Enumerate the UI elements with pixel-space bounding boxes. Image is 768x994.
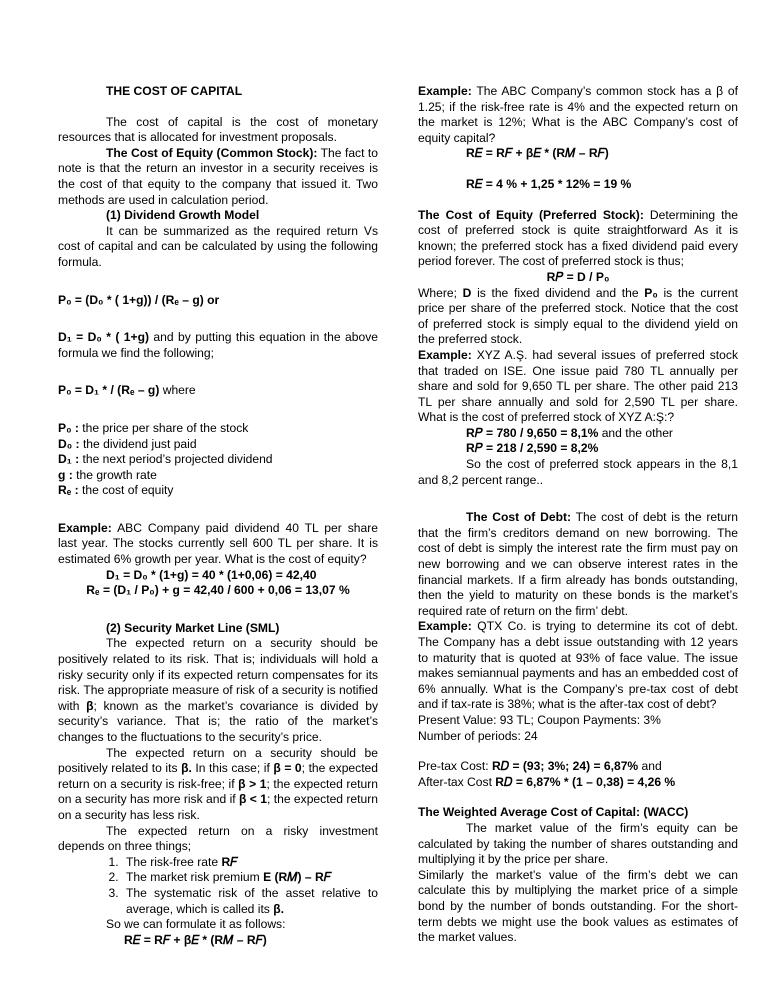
list-item-text: The systematic risk of the asset relative to average, which is called its [126,885,378,916]
definition-item [58,421,378,437]
list-item [122,886,378,917]
text-run: ; the expected return on a security has more risk and if [58,776,378,807]
equity-text: The fact to note is that the return an investor in a security receives is the cost of that equity to the company that issued it. Two methods are used in calculation period. [58,145,378,207]
beta-condition: β < 1 [239,792,267,807]
definition-item [58,452,378,468]
definition-item [58,468,378,484]
calc-value: R𝑃 = 780 / 9,650 = 8,1% [466,425,599,440]
example-label: Example: [418,84,472,98]
calc-value: R𝐷 = 6,87% * (1 – 0,38) = 4,26 % [495,774,676,789]
example-capm-formula: R𝐸 = R𝐹 + β𝐸 * (R𝑀 – R𝐹) [466,146,609,161]
debt-example [418,619,738,713]
list-item-symbol: E (R𝑀) – R𝐹 [263,870,331,885]
example-text: ABC Company paid dividend 40 TL per share last year. The stocks currently sell 600 TL per share. It is estimated 6% growth per year. What is the cost of equity? [58,520,378,567]
sml-heading: (2) Security Market Line (SML) [106,620,280,635]
sml-formula: R𝐸 = R𝐹 + β𝐸 * (R𝑀 – R𝐹) [124,932,267,947]
equity-paragraph [58,146,378,208]
debt-present-value: Present Value: 93 TL; Coupon Payments: 3% [418,712,661,727]
text-run: is the current price per share of the preferred stock. Notice that the cost of preferred stock is simply equal to the dividend yield on the preferred stock. [418,285,738,347]
text-run: ; the expected return on a security is risk-free; if [58,761,379,791]
example-text: QTX Co. is trying to determine its cot of debt. The Company has a debt issue outstanding with 12 years to maturity that is quoted at 93% of face value. The issue makes semiannual payments and has an embedded cost of 6% annually. What is the Company’s pre-tax cost of debt and if tax-rate is 38%; what is the after-tax cost of debt? [418,619,738,712]
sml-formulate-text: So we can formulate it as follows: [106,917,286,932]
list-item [122,870,378,886]
formula-d1 [58,330,378,361]
wacc-heading: The Weighted Average Cost of Capital: (WACC) [418,805,689,820]
beta-condition: β > 1 [238,776,267,791]
beta-symbol: β. [181,761,192,776]
definition-symbol: P₀ : [58,420,79,435]
example-dividend [58,521,378,568]
preferred-formula: R𝑃 = D / P₀ [546,269,610,284]
aftertax-cost [418,775,738,791]
formula-p0: P₀ = (D₀ * ( 1+g)) / (Rₑ – g) or [58,292,220,307]
definition-symbol: g : [58,467,73,482]
beta-condition: β = 0 [273,761,302,776]
text-run: ; known as the market’s covariance is divided by security’s variance. That is; the ratio of the market’s changes to the fluctuations to the security’s price. [58,698,378,744]
pretax-cost [418,759,738,775]
text-run: Where; [418,285,463,300]
equity-heading: The Cost of Equity (Common Stock): [106,145,318,160]
list-item-text: The risk-free rate [126,854,222,869]
definition-item [58,483,378,499]
text-run: The expected return on a security should be positively related to its [58,745,378,776]
text-run: and the other [598,425,673,440]
example-label: Example: [418,619,472,634]
formula-d1-eq: D₁ = D₀ * ( 1+g) [58,330,149,345]
preferred-calc-1 [418,426,738,442]
text-run: Pre-tax Cost: [418,759,492,774]
formula-p0-d1-text: where [159,383,196,398]
definition-desc: the price per share of the stock [78,420,249,435]
sml-paragraph-2 [58,746,378,824]
dgm-text: It can be summarized as the required return Vs cost of capital and can be calculated by using the following formula. [58,223,378,269]
text-run: After-tax Cost [418,774,496,789]
list-item-symbol: R𝐹 [221,854,238,869]
preferred-where [418,286,738,348]
text-run: The expected return on a security should be positively related to its risk. That is; individuals will hold a risky security only if its expected return compensates for its risk. The appropriate measure of risk of a security is notified with [58,636,378,713]
debt-periods: Number of periods: 24 [418,728,538,743]
preferred-heading: The Cost of Equity (Preferred Stock): [418,207,644,222]
dgm-heading: (1) Dividend Growth Model [106,208,260,223]
definitions-list [58,421,378,499]
definition-symbol: D₀ : [58,436,80,451]
sml-paragraph-1 [58,636,378,745]
preferred-text: Determining the cost of preferred stock is quite straightforward As it is known; the preferred stock has a fixed dividend paid every period forever. The cost of preferred stock is thus; [418,207,738,269]
wacc-paragraph-2: Similarly the market’s value of the firm’s debt we can calculate this by multiplying the market price of a simple bond by the number of bonds outstanding. For the short-term debts we might use the book values as estimates of the market values. [418,867,738,945]
example-text: XYZ A.Ş. had several issues of preferred stock that traded on ISE. One issue paid 780 TL annually per share and sold for 9,650 TL per share. The other paid 213 TL per share annually and sold for 2,590 TL per share. What is the cost of preferred stock of XYZ A:Ş:? [418,347,738,425]
definition-symbol: Rₑ : [58,483,79,498]
calc-value: R𝐷 = (93; 3%; 24) = 6,87% [491,759,639,774]
wacc-paragraph-1: The market value of the firm’s equity can be calculated by taking the number of shares outstanding and multiplying it by the price per share. [418,820,738,867]
list-item [122,855,378,871]
debt-heading: The Cost of Debt: [466,510,572,525]
text-run: is the fixed dividend and the [471,285,645,300]
definition-symbol: D₁ : [58,452,80,467]
debt-text: The cost of debt is the return that the firm’s creditors demand on new borrowing. The cost of debt is simply the interest rate the firm must pay on new borrowing and we can observe interest rates in the financial markets. If a firm already has bonds outstanding, then the yield to maturity on these bonds is the market’s required rate of return on the firm’ debt. [418,510,738,618]
example-calc-d1: D₁ = D₀ * (1+g) = 40 * (1+0,06) = 42,40 [106,567,317,582]
formula-p0-d1 [58,383,378,399]
example-text: The ABC Company’s common stock has a β of 1.25; if the risk-free rate is 4% and the expected return on the market is 12%; What is the ABC Company’s cost of equity capital? [418,84,738,145]
debt-paragraph [418,510,738,619]
risk-factors-list [58,855,378,917]
formula-p0-d1-eq: P₀ = D₁ * / (Rₑ – g) [58,383,160,398]
example-beta [418,84,738,146]
text-run: In this case; if [191,761,274,776]
text-run: and [638,759,662,774]
example-label: Example: [58,520,112,535]
list-item-symbol: β. [273,901,284,916]
beta-symbol: β [86,698,94,713]
definition-item [58,437,378,453]
definition-desc: the next period’s projected dividend [79,452,273,467]
preferred-conclusion: So the cost of preferred stock appears in the 8,1 and 8,2 percent range.. [418,457,738,487]
preferred-paragraph [418,208,738,270]
left-column [58,84,378,948]
example-capm-result: R𝐸 = 4 % + 1,25 * 12% = 19 % [466,176,632,191]
intro-paragraph: The cost of capital is the cost of monetary resources that is allocated for investment proposals. [58,114,378,145]
list-item-text: The market risk premium [126,870,264,885]
definition-desc: the dividend just paid [79,436,197,451]
symbol-d: D [462,285,472,300]
sml-paragraph-3: The expected return on a risky investment depends on three things; [58,823,378,854]
example-label: Example: [418,347,472,362]
preferred-example [418,348,738,426]
right-column [418,84,738,946]
formula-d1-text: and by putting this equation in the above formula we find the following; [58,330,378,360]
definition-desc: the growth rate [72,467,157,482]
example-calc-re: Rₑ = (D₁ / P₀) + g = 42,40 / 600 + 0,06 = 13,07 % [86,583,350,598]
symbol-p0: P₀ [644,285,658,300]
text-run: ; the expected return on a security has less risk. [58,792,378,822]
preferred-calc-2: R𝑃 = 218 / 2,590 = 8,2% [466,441,599,456]
definition-desc: the cost of equity [78,483,174,498]
document-title: THE COST OF CAPITAL [106,84,243,98]
